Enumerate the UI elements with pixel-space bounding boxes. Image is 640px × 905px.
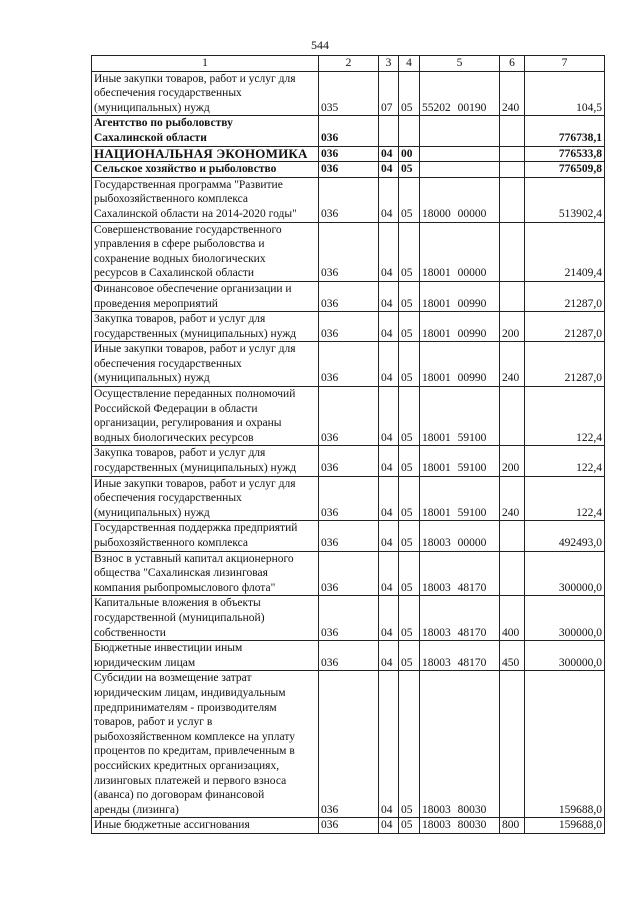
table-row <box>92 641 605 671</box>
row-amount: 776738,1 <box>525 116 605 146</box>
row-amount: 122,4 <box>525 476 605 521</box>
row-ved-code: 036 <box>319 146 379 162</box>
row-subsection-code: 05 <box>399 818 420 834</box>
row-target-code <box>420 146 500 162</box>
table-row <box>92 446 605 476</box>
row-name: Иные закупки товаров, работ и услуг для обеспечения государственных (муниципальных) нужд <box>92 71 319 116</box>
row-expense-type-code <box>500 387 525 446</box>
budget-table <box>91 55 605 834</box>
row-name: Финансовое обеспечение организации и проведения мероприятий <box>92 281 319 311</box>
row-amount: 300000,0 <box>525 596 605 641</box>
row-subsection-code: 05 <box>399 387 420 446</box>
row-ved-code: 036 <box>319 177 379 222</box>
table-row <box>92 342 605 387</box>
page-number: 544 <box>311 38 329 52</box>
row-amount: 492493,0 <box>525 521 605 551</box>
row-ved-code: 036 <box>319 446 379 476</box>
row-expense-type-code <box>500 177 525 222</box>
table-row <box>92 596 605 641</box>
row-target-code: 18001 59100 <box>420 476 500 521</box>
row-expense-type-code: 200 <box>500 312 525 342</box>
row-target-code: 18001 59100 <box>420 387 500 446</box>
table-row <box>92 222 605 281</box>
row-section-code: 04 <box>379 222 399 281</box>
table-row <box>92 162 605 178</box>
row-target-code: 18003 80030 <box>420 671 500 818</box>
row-ved-code: 036 <box>319 551 379 596</box>
row-amount: 21287,0 <box>525 342 605 387</box>
row-amount: 21409,4 <box>525 222 605 281</box>
row-expense-type-code <box>500 521 525 551</box>
row-section-code: 04 <box>379 387 399 446</box>
table-row <box>92 71 605 116</box>
row-ved-code: 036 <box>319 387 379 446</box>
row-subsection-code: 05 <box>399 641 420 671</box>
row-expense-type-code <box>500 222 525 281</box>
row-subsection-code: 05 <box>399 446 420 476</box>
row-expense-type-code <box>500 116 525 146</box>
row-amount: 776533,8 <box>525 146 605 162</box>
table-row <box>92 521 605 551</box>
row-target-code: 18001 59100 <box>420 446 500 476</box>
header-cell: 4 <box>399 56 420 72</box>
row-section-code: 04 <box>379 312 399 342</box>
row-subsection-code: 05 <box>399 596 420 641</box>
row-ved-code: 036 <box>319 671 379 818</box>
row-target-code: 55202 00190 <box>420 71 500 116</box>
row-subsection-code: 05 <box>399 476 420 521</box>
row-subsection-code: 05 <box>399 162 420 178</box>
row-ved-code: 035 <box>319 71 379 116</box>
row-ved-code: 036 <box>319 222 379 281</box>
header-cell: 1 <box>92 56 319 72</box>
table-row <box>92 116 605 146</box>
row-subsection-code: 05 <box>399 222 420 281</box>
row-section-code: 04 <box>379 281 399 311</box>
row-amount: 159688,0 <box>525 818 605 834</box>
row-subsection-code: 05 <box>399 671 420 818</box>
row-target-code: 18003 48170 <box>420 551 500 596</box>
table-row <box>92 551 605 596</box>
row-target-code: 18001 00990 <box>420 281 500 311</box>
row-subsection-code: 05 <box>399 521 420 551</box>
row-ved-code: 036 <box>319 116 379 146</box>
row-amount: 122,4 <box>525 387 605 446</box>
header-cell: 7 <box>525 56 605 72</box>
row-name: Закупка товаров, работ и услуг для государственных (муниципальных) нужд <box>92 446 319 476</box>
row-name: Субсидии на возмещение затрат юридическим лицам, индивидуальным предпринимателям - производителям товаров, работ и услуг в рыбохозяйственном комплексе на уплату процентов по кредитам, привлеченным в российских кредитных организациях, лизинговых платежей и первого взноса (аванса) по договорам финансовой аренды (лизинга) <box>92 671 319 818</box>
table-row <box>92 146 605 162</box>
row-ved-code: 036 <box>319 476 379 521</box>
row-ved-code: 036 <box>319 641 379 671</box>
row-ved-code: 036 <box>319 342 379 387</box>
row-ved-code: 036 <box>319 162 379 178</box>
row-section-code: 04 <box>379 162 399 178</box>
row-name: Государственная программа "Развитие рыбохозяйственного комплекса Сахалинской области на 2014-2020 годы" <box>92 177 319 222</box>
row-expense-type-code <box>500 551 525 596</box>
row-subsection-code: 05 <box>399 312 420 342</box>
table-row <box>92 387 605 446</box>
row-section-code: 04 <box>379 521 399 551</box>
row-expense-type-code <box>500 671 525 818</box>
row-section-code: 04 <box>379 641 399 671</box>
row-ved-code: 036 <box>319 312 379 342</box>
row-name: Сельское хозяйство и рыболовство <box>92 162 319 178</box>
header-cell: 5 <box>420 56 500 72</box>
row-section-code: 04 <box>379 596 399 641</box>
row-name: Осуществление переданных полномочий Российской Федерации в области организации, регулирования и охраны водных биологических ресурсов <box>92 387 319 446</box>
row-ved-code: 036 <box>319 818 379 834</box>
table-row <box>92 312 605 342</box>
row-amount: 776509,8 <box>525 162 605 178</box>
row-subsection-code: 05 <box>399 551 420 596</box>
header-cell: 2 <box>319 56 379 72</box>
row-target-code: 18000 00000 <box>420 177 500 222</box>
row-name: Совершенствование государственного управления в сфере рыболовства и сохранение водных биологических ресурсов в Сахалинской области <box>92 222 319 281</box>
row-section-code: 04 <box>379 476 399 521</box>
table-row <box>92 177 605 222</box>
row-target-code: 18003 48170 <box>420 641 500 671</box>
row-amount: 21287,0 <box>525 312 605 342</box>
row-name: НАЦИОНАЛЬНАЯ ЭКОНОМИКА <box>92 146 319 162</box>
row-target-code: 18003 00000 <box>420 521 500 551</box>
row-expense-type-code: 240 <box>500 71 525 116</box>
row-amount: 159688,0 <box>525 671 605 818</box>
row-subsection-code: 05 <box>399 281 420 311</box>
table-row <box>92 281 605 311</box>
row-amount: 300000,0 <box>525 641 605 671</box>
row-expense-type-code: 400 <box>500 596 525 641</box>
row-target-code: 18001 00000 <box>420 222 500 281</box>
row-name: Иные закупки товаров, работ и услуг для обеспечения государственных (муниципальных) нужд <box>92 476 319 521</box>
row-expense-type-code: 240 <box>500 342 525 387</box>
row-ved-code: 036 <box>319 521 379 551</box>
row-name: Агентство по рыболовству Сахалинской области <box>92 116 319 146</box>
row-subsection-code: 05 <box>399 342 420 387</box>
row-expense-type-code: 450 <box>500 641 525 671</box>
table-row <box>92 818 605 834</box>
row-expense-type-code: 800 <box>500 818 525 834</box>
row-expense-type-code <box>500 281 525 311</box>
row-section-code: 04 <box>379 342 399 387</box>
row-amount: 300000,0 <box>525 551 605 596</box>
row-name: Бюджетные инвестиции иным юридическим лицам <box>92 641 319 671</box>
row-section-code: 07 <box>379 71 399 116</box>
row-target-code <box>420 162 500 178</box>
row-section-code: 04 <box>379 818 399 834</box>
row-ved-code: 036 <box>319 596 379 641</box>
row-subsection-code: 05 <box>399 71 420 116</box>
row-ved-code: 036 <box>319 281 379 311</box>
row-target-code <box>420 116 500 146</box>
row-name: Иные закупки товаров, работ и услуг для обеспечения государственных (муниципальных) нужд <box>92 342 319 387</box>
header-row <box>92 56 605 72</box>
row-section-code: 04 <box>379 671 399 818</box>
row-subsection-code <box>399 116 420 146</box>
row-amount: 513902,4 <box>525 177 605 222</box>
table-row <box>92 671 605 818</box>
row-subsection-code: 00 <box>399 146 420 162</box>
row-section-code: 04 <box>379 446 399 476</box>
row-section-code: 04 <box>379 551 399 596</box>
row-expense-type-code: 200 <box>500 446 525 476</box>
row-section-code: 04 <box>379 177 399 222</box>
row-target-code: 18001 00990 <box>420 312 500 342</box>
row-section-code <box>379 116 399 146</box>
header-cell: 6 <box>500 56 525 72</box>
row-expense-type-code: 240 <box>500 476 525 521</box>
row-amount: 21287,0 <box>525 281 605 311</box>
row-name: Иные бюджетные ассигнования <box>92 818 319 834</box>
row-target-code: 18003 48170 <box>420 596 500 641</box>
table-row <box>92 476 605 521</box>
row-section-code: 04 <box>379 146 399 162</box>
header-cell: 3 <box>379 56 399 72</box>
row-target-code: 18001 00990 <box>420 342 500 387</box>
row-expense-type-code <box>500 146 525 162</box>
row-amount: 104,5 <box>525 71 605 116</box>
row-name: Капитальные вложения в объекты государственной (муниципальной) собственности <box>92 596 319 641</box>
row-name: Закупка товаров, работ и услуг для государственных (муниципальных) нужд <box>92 312 319 342</box>
row-name: Взнос в уставный капитал акционерного общества "Сахалинская лизинговая компания рыбопромыслового флота" <box>92 551 319 596</box>
row-amount: 122,4 <box>525 446 605 476</box>
row-target-code: 18003 80030 <box>420 818 500 834</box>
row-expense-type-code <box>500 162 525 178</box>
row-name: Государственная поддержка предприятий рыбохозяйственного комплекса <box>92 521 319 551</box>
row-subsection-code: 05 <box>399 177 420 222</box>
